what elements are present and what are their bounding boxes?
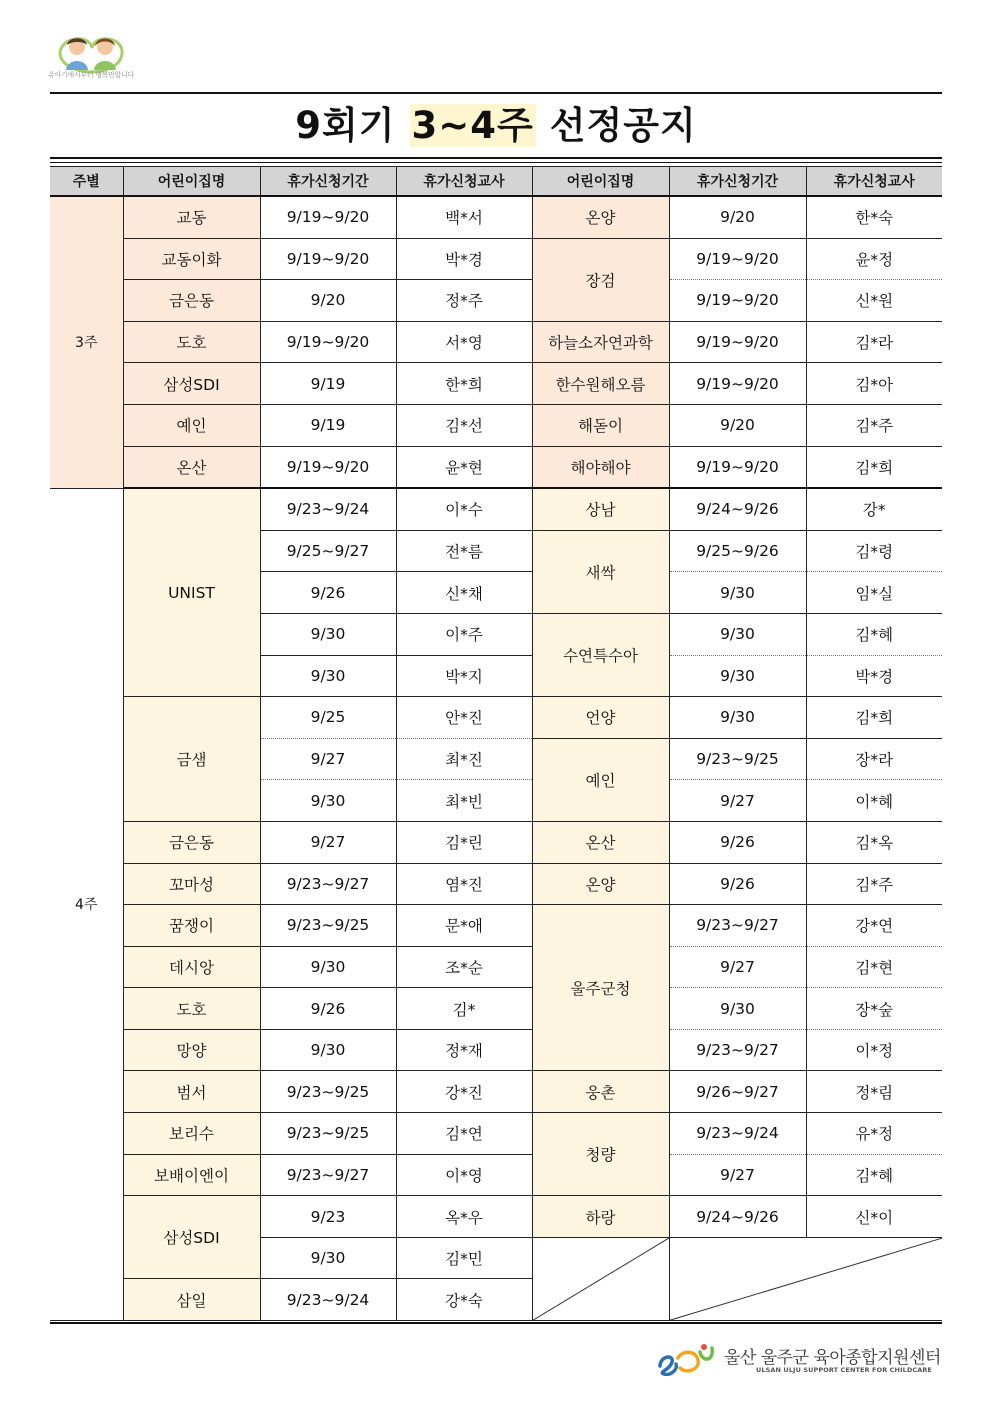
center-name: 한수원해오름 [532,363,669,405]
title-rule-bottom [50,157,942,159]
center-name: 하랑 [532,1196,669,1238]
teacher-cell: 김*옥 [806,821,942,863]
table-row [50,697,942,739]
teacher-cell: 백*서 [396,196,532,238]
column-header: 휴가신청기간 [669,167,806,197]
title-rule-top [50,92,942,94]
footer-org-english: ULSAN ULJU SUPPORT CENTER FOR CHILDCARE [756,1366,932,1374]
table-row [50,988,942,1030]
center-name: 새싹 [532,530,669,613]
title-highlight: 3~4주 [411,104,534,147]
teacher-cell: 정*재 [396,1029,532,1071]
table-row [50,446,942,488]
period-cell: 9/24~9/26 [669,488,806,530]
teacher-cell: 신*원 [806,280,942,322]
title-rule-bottom-thin [50,162,942,163]
center-name: 해돋이 [532,404,669,446]
teacher-cell: 임*실 [806,572,942,614]
center-name: 보리수 [123,1113,260,1155]
center-name: 교동 [123,196,260,238]
period-cell: 9/25 [260,697,396,739]
period-cell: 9/23~9/27 [260,863,396,905]
period-cell: 9/23~9/27 [669,905,806,947]
week-label-3: 3주 [50,196,123,488]
period-cell: 9/19~9/20 [260,446,396,488]
center-name: 도호 [123,321,260,363]
teacher-cell: 최*빈 [396,780,532,822]
center-name: 금샘 [123,697,260,822]
teacher-cell: 전*름 [396,530,532,572]
teacher-cell: 박*경 [806,655,942,697]
teacher-cell: 강*숙 [396,1279,532,1321]
teacher-cell: 강*연 [806,905,942,947]
teacher-cell: 김* [396,988,532,1030]
period-cell: 9/19~9/20 [669,446,806,488]
table-row [50,321,942,363]
teacher-cell: 조*순 [396,946,532,988]
center-name: 언양 [532,697,669,739]
selection-table [50,166,942,1321]
period-cell: 9/27 [669,1154,806,1196]
table-row [50,863,942,905]
period-cell: 9/19 [260,363,396,405]
teacher-cell: 박*경 [396,238,532,280]
period-cell: 9/30 [669,613,806,655]
period-cell: 9/30 [669,572,806,614]
teacher-cell: 서*영 [396,321,532,363]
table-row [50,1196,942,1238]
period-cell: 9/30 [260,946,396,988]
teacher-cell: 한*숙 [806,196,942,238]
teacher-cell: 김*라 [806,321,942,363]
teacher-cell: 박*지 [396,655,532,697]
center-name: 온산 [123,446,260,488]
center-name: 상남 [532,488,669,530]
table-row [50,404,942,446]
center-name: 범서 [123,1071,260,1113]
column-header: 휴가신청기간 [260,167,396,197]
period-cell: 9/25~9/26 [669,530,806,572]
period-cell: 9/26 [669,863,806,905]
footer-org-name: 울산 울주군 육아종합지원센터 [724,1348,941,1368]
center-name: 장검 [532,238,669,321]
center-name: 삼성SDI [123,363,260,405]
column-header: 휴가신청교사 [396,167,532,197]
empty-center-cell [532,1237,669,1320]
table-row [50,488,942,530]
center-name: 보배이엔이 [123,1154,260,1196]
title-part1: 9회기 [295,104,396,147]
center-name: 금은동 [123,280,260,322]
table-row [50,363,942,405]
period-cell: 9/23~9/25 [260,1071,396,1113]
period-cell: 9/26 [260,572,396,614]
teacher-cell: 김*혜 [806,1154,942,1196]
period-cell: 9/30 [669,988,806,1030]
center-name: 데시앙 [123,946,260,988]
period-cell: 9/19~9/20 [669,238,806,280]
period-cell: 9/24~9/26 [669,1196,806,1238]
center-name: 온양 [532,196,669,238]
center-name: 웅촌 [532,1071,669,1113]
center-name: 교동이화 [123,238,260,280]
teacher-cell: 이*혜 [806,780,942,822]
table-row [50,196,942,238]
table-row [50,946,942,988]
teacher-cell: 김*주 [806,404,942,446]
period-cell: 9/26 [669,821,806,863]
teacher-cell: 이*정 [806,1029,942,1071]
center-name: 예인 [532,738,669,821]
period-cell: 9/23~9/24 [669,1113,806,1155]
period-cell: 9/25~9/27 [260,530,396,572]
teacher-cell: 이*영 [396,1154,532,1196]
table-header-row [50,167,942,197]
period-cell: 9/30 [260,1029,396,1071]
center-name: 예인 [123,404,260,446]
table-row [50,1071,942,1113]
column-header: 주별 [50,167,123,197]
center-name: 울주군청 [532,905,669,1071]
teacher-cell: 유*정 [806,1113,942,1155]
page-title [50,98,942,154]
teacher-cell: 이*수 [396,488,532,530]
table-row [50,905,942,947]
center-name: UNIST [123,488,260,696]
table-row [50,1029,942,1071]
center-name: 온산 [532,821,669,863]
table-row [50,1113,942,1155]
teacher-cell: 김*민 [396,1237,532,1279]
teacher-cell: 김*희 [806,446,942,488]
empty-data-cell [669,1237,942,1320]
period-cell: 9/30 [260,613,396,655]
period-cell: 9/20 [669,196,806,238]
period-cell: 9/27 [669,946,806,988]
period-cell: 9/27 [260,738,396,780]
period-cell: 9/30 [669,697,806,739]
period-cell: 9/20 [669,404,806,446]
teacher-cell: 한*희 [396,363,532,405]
period-cell: 9/19~9/20 [669,280,806,322]
teacher-cell: 김*아 [806,363,942,405]
teacher-cell: 김*현 [806,946,942,988]
center-footer-logo-icon [656,1342,716,1376]
teacher-cell: 강*진 [396,1071,532,1113]
diagonal-line-icon [533,1238,669,1320]
title-part2: 선정공지 [549,104,697,147]
period-cell: 9/19~9/20 [669,321,806,363]
period-cell: 9/30 [669,655,806,697]
period-cell: 9/30 [260,1237,396,1279]
teacher-cell: 문*애 [396,905,532,947]
period-cell: 9/27 [669,780,806,822]
period-cell: 9/23 [260,1196,396,1238]
teacher-cell: 신*채 [396,572,532,614]
teacher-cell: 김*령 [806,530,942,572]
period-cell: 9/23~9/25 [260,1113,396,1155]
teacher-cell: 안*진 [396,697,532,739]
period-cell: 9/23~9/24 [260,488,396,530]
bottom-rule [50,1322,942,1324]
table-row [50,821,942,863]
teacher-cell: 정*림 [806,1071,942,1113]
period-cell: 9/23~9/27 [669,1029,806,1071]
teacher-cell: 김*연 [396,1113,532,1155]
teacher-cell: 염*진 [396,863,532,905]
teacher-cell: 윤*현 [396,446,532,488]
period-cell: 9/23~9/27 [260,1154,396,1196]
period-cell: 9/23~9/25 [260,905,396,947]
period-cell: 9/19 [260,404,396,446]
period-cell: 9/20 [260,280,396,322]
period-cell: 9/26~9/27 [669,1071,806,1113]
center-name: 금은동 [123,821,260,863]
period-cell: 9/23~9/24 [260,1279,396,1321]
teacher-cell: 장*숲 [806,988,942,1030]
center-name: 망양 [123,1029,260,1071]
period-cell: 9/19~9/20 [260,321,396,363]
period-cell: 9/23~9/25 [669,738,806,780]
teacher-cell: 강* [806,488,942,530]
teacher-cell: 장*라 [806,738,942,780]
center-name: 도호 [123,988,260,1030]
center-name: 꼬마성 [123,863,260,905]
period-cell: 9/26 [260,988,396,1030]
diagonal-line-icon [670,1238,943,1320]
period-cell: 9/19~9/20 [260,238,396,280]
table-row [50,238,942,280]
center-name: 삼성SDI [123,1196,260,1279]
period-cell: 9/19~9/20 [260,196,396,238]
teacher-cell: 최*진 [396,738,532,780]
center-name: 해야해야 [532,446,669,488]
column-header: 어린이집명 [532,167,669,197]
period-cell: 9/30 [260,780,396,822]
teacher-cell: 윤*정 [806,238,942,280]
teacher-cell: 옥*우 [396,1196,532,1238]
week-label-4: 4주 [50,488,123,1320]
period-cell: 9/19~9/20 [669,363,806,405]
teacher-cell: 이*주 [396,613,532,655]
column-header: 휴가신청교사 [806,167,942,197]
teacher-cell: 신*이 [806,1196,942,1238]
period-cell: 9/30 [260,655,396,697]
column-header: 어린이집명 [123,167,260,197]
teacher-cell: 김*희 [806,697,942,739]
teacher-cell: 김*선 [396,404,532,446]
teacher-cell: 김*주 [806,863,942,905]
center-name: 꿈쟁이 [123,905,260,947]
table-row [50,280,942,322]
teacher-cell: 김*린 [396,821,532,863]
teacher-cell: 김*혜 [806,613,942,655]
period-cell: 9/27 [260,821,396,863]
logo-tagline: 유아기에서부터 행복만합니다 [48,71,134,79]
teacher-cell: 정*주 [396,280,532,322]
center-name: 수연특수아 [532,613,669,696]
center-name: 하늘소자연과학 [532,321,669,363]
center-name: 온양 [532,863,669,905]
table-row [50,1154,942,1196]
center-name: 청량 [532,1113,669,1196]
center-name: 삼일 [123,1279,260,1321]
